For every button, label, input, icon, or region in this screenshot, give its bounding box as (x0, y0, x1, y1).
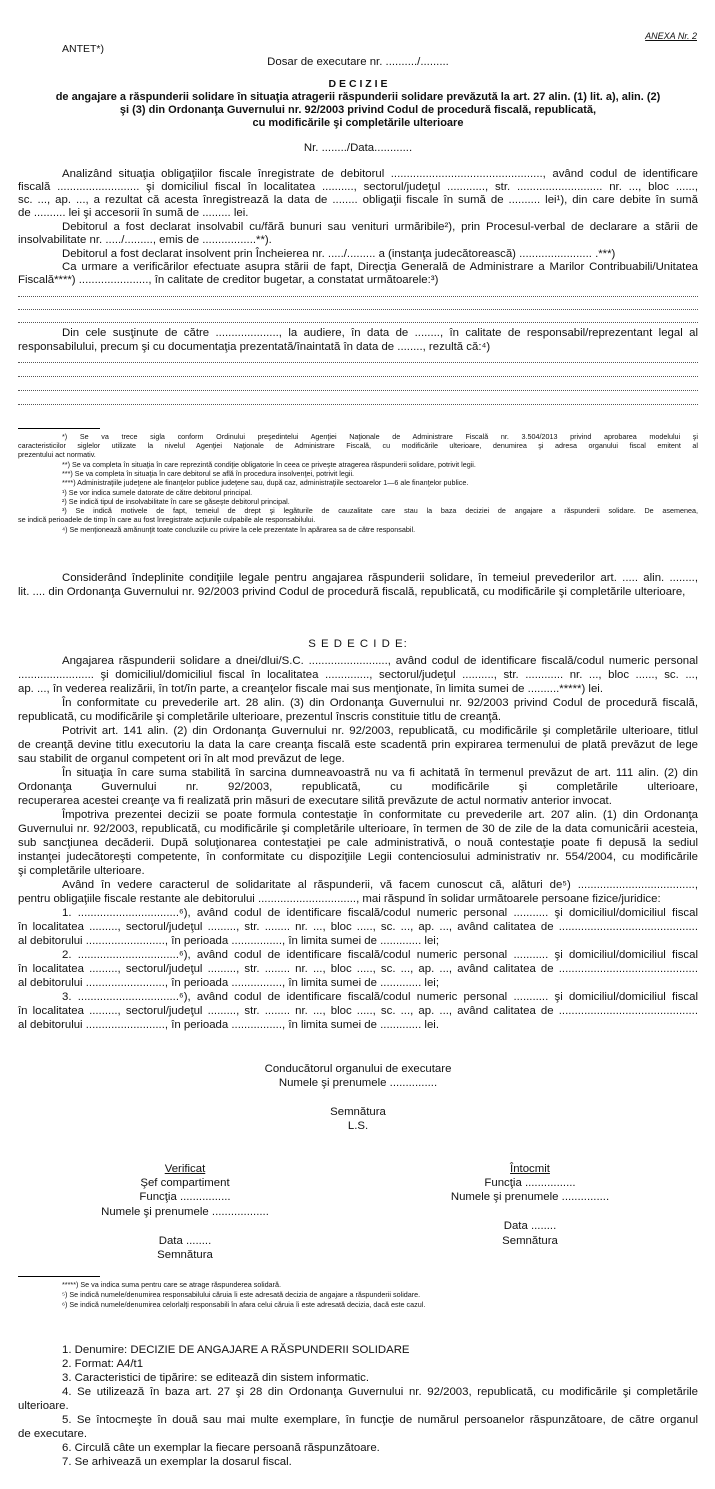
drafted-line: Funcţia ................ (484, 1177, 576, 1189)
doc-title: D E C I Z I E (328, 78, 388, 90)
person-line: în localitatea ........., sectorul/judeţul ........., str. ........ nr. ..., bloc ....., sc. ..., ap. ..., având calitatea de ............................................ (18, 921, 698, 933)
spec-line: 7. Se arhivează un exemplar la dosarul fiscal. (62, 1456, 292, 1468)
blank-line (18, 362, 698, 363)
footnote: ***) Se va completa în situaţia în care debitorul se află în procedura insolvenţei, potrivit legii. (62, 469, 355, 478)
footnote: *) Se va trece sigla conform Ordinului preşedintelui Agenţiei Naţionale de Administrare Fiscală nr. 3.504/2013 privind aprobarea modelului şi (62, 432, 698, 441)
decide-line: şi completările ulterioare. (18, 865, 145, 877)
audit-line: Din cele susţinute de către ...................., la audiere, în data de ........, în calitate de responsabil/reprezentant legal al (62, 327, 698, 339)
decide-line: Angajarea răspunderii solidare a dnei/dlui/S.C. ........................., având codul de identificare fiscală/codul numeric personal (62, 655, 698, 667)
intro-line: Analizând situaţia obligaţiilor fiscale înregistrate de debitorul ................................................, având codul de identificare (62, 168, 698, 180)
decide-line: Având în vedere caracterul de solidaritate al răspunderii, vă facem cunoscut că, alături de⁵) ....................................., (62, 879, 698, 891)
person-line: 3. ................................⁶), având codul de identificare fiscală/codul numeric personal ........... şi domiciliul/domiciliul fiscal (62, 991, 698, 1003)
drafted-line: Semnătura (502, 1235, 558, 1247)
spec-line: 6. Circulă câte un exemplar la fiecare persoană răspunzătoare. (62, 1442, 380, 1454)
executor-signature: Semnătura (330, 1106, 386, 1118)
footnote: ⁵) Se indică numele/denumirea responsabilului căruia îi este adresată decizia de angajare a răspunderii solidare. (62, 1290, 421, 1299)
doc-subtitle-3: cu modificările şi completările ulterioare (252, 117, 464, 129)
drafted-line: Numele şi prenumele ............... (450, 1191, 610, 1203)
decide-line: instanţei judecătoreşti competente, în conformitate cu dispoziţiile Legii contenciosului administrativ nr. 554/2004, cu modificările (18, 851, 698, 863)
person-line: 2. ................................⁶), având codul de identificare fiscală/codul numeric personal ........... şi domiciliul/domiciliul fiscal (62, 949, 698, 961)
antet-label: ANTET*) (62, 43, 104, 55)
spec-line: 1. Denumire: DECIZIE DE ANGAJARE A RĂSPUNDERII SOLIDARE (62, 1344, 410, 1356)
blank-line (18, 390, 698, 391)
intro-line: insolvabilitate nr. ...../........., emis de .................**). (18, 234, 272, 246)
footnote: ⁶) Se indică numele/denumirea celorlalţi responsabili în afara celui căruia îi este adresată decizia, dacă este cazul. (62, 1300, 426, 1309)
decide-line: Ordonanţa Guvernului nr. 92/2003, republicată, cu modificările şi completările ulterioare, (18, 781, 698, 793)
intro-line: fiscală .......................... şi domiciliul fiscal în localitatea .........., sectorul/judeţul ............, str. ........................... nr. ..., bloc ......, (18, 181, 698, 193)
decide-line: recuperarea acestei creanţe va fi realizată prin măsuri de executare silită prevăzute de actul normativ anterior invocat. (18, 795, 612, 807)
decide-line: Potrivit art. 141 alin. (2) din Ordonanţa Guvernului nr. 92/2003, republicată, cu modificările şi completările ulterioare, titlul (62, 725, 698, 737)
footnote: ³) Se indică motivele de fapt, temeiul de drept şi legăturile de cauzalitate care stau la baza deciziei de angajare a răspunderii solidare. De asemenea, (62, 506, 698, 515)
decide-line: de creanţă devine titlu executoriu la data la care creanţa fiscală este scadentă prin expirarea termenului de plată prevăzut de lege (18, 739, 698, 751)
footnote: caracteristicilor siglelor utilizate la nivelul Agenţiei Naţionale de Administrare Fiscală, cu modificările ulterioare, denumirea şi adresa organului fiscal emitent al (18, 441, 698, 450)
blank-line (18, 309, 698, 310)
blank-line (18, 376, 698, 377)
blank-line (18, 404, 698, 405)
intro-line: Debitorul a fost declarat insolvent prin Încheierea nr. ...../......... a (instanţa judecătorească) ....................... .***) (62, 248, 616, 260)
spec-line: 3. Caracteristici de tipărire: se editează din sistem informatic. (62, 1372, 370, 1384)
blank-line (18, 322, 698, 323)
executor-name: Numele şi prenumele ............... (278, 1077, 438, 1089)
intro-line: Debitorul a fost declarat insolvabil cu/fără bunuri sau venituri urmăribile²), prin Procesul-verbal de declarare a stării de (62, 221, 698, 233)
footnote-rule (18, 428, 100, 429)
decide-line: Guvernului nr. 92/2003, republicată, cu modificările şi completările ulterioare, în termen de 30 de zile de la data comunicării acesteia, (18, 823, 698, 835)
person-line: în localitatea ........., sectorul/judeţul ........., str. ........ nr. ..., bloc ....., sc. ..., ap. ..., având calitatea de ............................................ (18, 963, 698, 975)
file-number: Dosar de executare nr. ........../......... (267, 56, 449, 68)
drafted-line: Data ........ (503, 1220, 557, 1232)
considering-line: Considerând îndeplinite condiţiile legale pentru angajarea răspunderii solidare, în temeiul prevederilor art. ..... alin. ........, (62, 572, 698, 584)
footnote-rule (18, 1276, 100, 1277)
seal-label: L.S. (347, 1120, 369, 1132)
footnote: ²) Se indică tipul de insolvabilitate în care se găseşte debitorul principal. (62, 497, 290, 506)
person-line: în localitatea ........., sectorul/judeţul ........., str. ........ nr. ..., bloc ....., sc. ..., ap. ..., având calitatea de ............................................ (18, 1005, 698, 1017)
audit-line: responsabilului, precum şi cu documentaţia prezentată/înaintată în data de ........, rezultă că:⁴) (18, 341, 491, 353)
decide-line: ........................ şi domiciliul/domiciliul fiscal în localitatea .............., sectorul/judeţul .........., str. ............ nr. ..., bloc ......, sc. ..., (18, 669, 698, 681)
footnote: se indică perioadele de timp în care au fost înregistrate acţiunile culpabile ale responsabilului. (18, 515, 316, 524)
blank-line (18, 296, 698, 297)
intro-line: de .......... lei şi accesorii în sumă de ......... lei. (18, 207, 249, 219)
decide-line: În situaţia în care suma stabilită în sarcina dumneavoastră nu va fi achitată în termenul prevăzut de art. 111 alin. (2) din (62, 767, 698, 779)
footnote: ⁴) Se menţionează amănunţit toate concluziile cu privire la cele prezentate în apărarea sa de către responsabil. (62, 525, 416, 534)
decide-line: ap. ..., în vederea realizării, în tot/în parte, a creanţelor fiscale mai sus menţionate, în limita sumei de ..........*****) lei. (18, 683, 603, 695)
spec-line: 4. Se utilizează în baza art. 27 şi 28 din Ordonanţa Guvernului nr. 92/2003, republicată, cu modificările şi completările (62, 1386, 698, 1398)
verified-line: Data ........ (158, 1235, 212, 1247)
verified-line: Şef compartiment (140, 1177, 230, 1189)
decide-line: sub sancţiunea decăderii. După soluţionarea contestaţiei pe cale administrativă, o nouă contestaţie poate fi depusă la sediul (18, 837, 698, 849)
person-line: al debitorului ........................., în perioada ................, în limita sumei de ............. lei. (18, 1019, 439, 1031)
verified-title: Verificat (164, 1163, 206, 1175)
decide-line: sau stabilit de organul competent ori în alt mod prevăzut de lege. (18, 753, 345, 765)
considering-line: lit. .... din Ordonanţa Guvernului nr. 92/2003 privind Codul de procedură fiscală, republicată, cu modificările şi completările ulterioare, (18, 586, 686, 598)
verified-line: Numele şi prenumele .................. (101, 1206, 269, 1218)
decide-line: Împotriva prezentei decizii se poate formula contestaţie în conformitate cu prevederile art. 207 alin. (1) din Ordonanţa (62, 809, 698, 821)
doc-subtitle-1: de angajare a răspunderii solidare în situaţia atragerii răspunderii solidare prevăzută la art. 27 alin. (1) lit. a), alin. (2) (55, 91, 661, 103)
nr-date: Nr. ......../Data............ (303, 142, 413, 154)
executor-head: Conducătorul organului de executare (264, 1063, 452, 1075)
person-line: al debitorului ........................., în perioada ................, în limita sumei de ............. lei; (18, 935, 439, 947)
decide-line: republicată, cu modificările şi completările ulterioare, prezentul înscris constituie titlu de creanţă. (18, 711, 502, 723)
footnote: *****) Se va indica suma pentru care se atrage răspunderea solidară. (62, 1280, 281, 1289)
footnote: ¹) Se vor indica sumele datorate de către debitorul principal. (62, 488, 253, 497)
spec-line: 2. Format: A4/t1 (62, 1358, 144, 1370)
spec-line: ulterioare. (18, 1400, 69, 1412)
intro-line: Ca urmare a verificărilor efectuate asupra stării de fapt, Direcţia Generală de Administrare a Marilor Contribuabili/Unitatea (62, 261, 698, 273)
decide-line: pentru obligaţiile fiscale restante ale debitorului ..............................., mai răspund în solidar următoarele persoane fizice/juridice: (18, 893, 661, 905)
intro-line: Fiscală****) ......................, în calitate de creditor bugetar, a constatat următoarele:³) (18, 274, 439, 286)
verified-line: Funcţia ................ (139, 1191, 231, 1203)
footnote: **) Se va completa în situaţia în care reprezintă condiţie obligatorie în ceea ce priveşte atragerea răspunderii solidare, potrivit legii. (62, 460, 476, 469)
annex-label: ANEXA Nr. 2 (645, 31, 697, 41)
person-line: al debitorului ........................., în perioada ................, în limita sumei de ............. lei; (18, 977, 439, 989)
drafted-title: Întocmit (510, 1163, 550, 1175)
footnote: ****) Administraţiile judeţene ale finanţelor publice judeţene sau, după caz, administraţiile sectoarelor 1—6 ale finanţelor publice. (62, 478, 469, 487)
spec-line: de executare. (18, 1428, 88, 1440)
doc-subtitle-2: şi (3) din Ordonanţa Guvernului nr. 92/2003 privind Codul de procedură fiscală, republicată, (119, 104, 597, 116)
decide-title: S E D E C I D E: (308, 638, 408, 650)
person-line: 1. ................................⁶), având codul de identificare fiscală/codul numeric personal ........... şi domiciliul/domiciliul fiscal (62, 907, 698, 919)
footnote: prezentului act normativ. (18, 450, 96, 459)
intro-line: sc. ..., ap. ..., a rezultat că acesta înregistrează la data de ........ obligaţii fiscale în sumă de .......... lei¹), din care debite în sumă (18, 194, 698, 206)
spec-line: 5. Se întocmeşte în două sau mai multe exemplare, în funcţie de numărul persoanelor răspunzătoare, de către organul (62, 1414, 698, 1426)
verified-line: Semnătura (157, 1249, 213, 1261)
decide-line: În conformitate cu prevederile art. 28 alin. (3) din Ordonanţa Guvernului nr. 92/2003 privind Codul de procedură fiscală, (62, 697, 698, 709)
